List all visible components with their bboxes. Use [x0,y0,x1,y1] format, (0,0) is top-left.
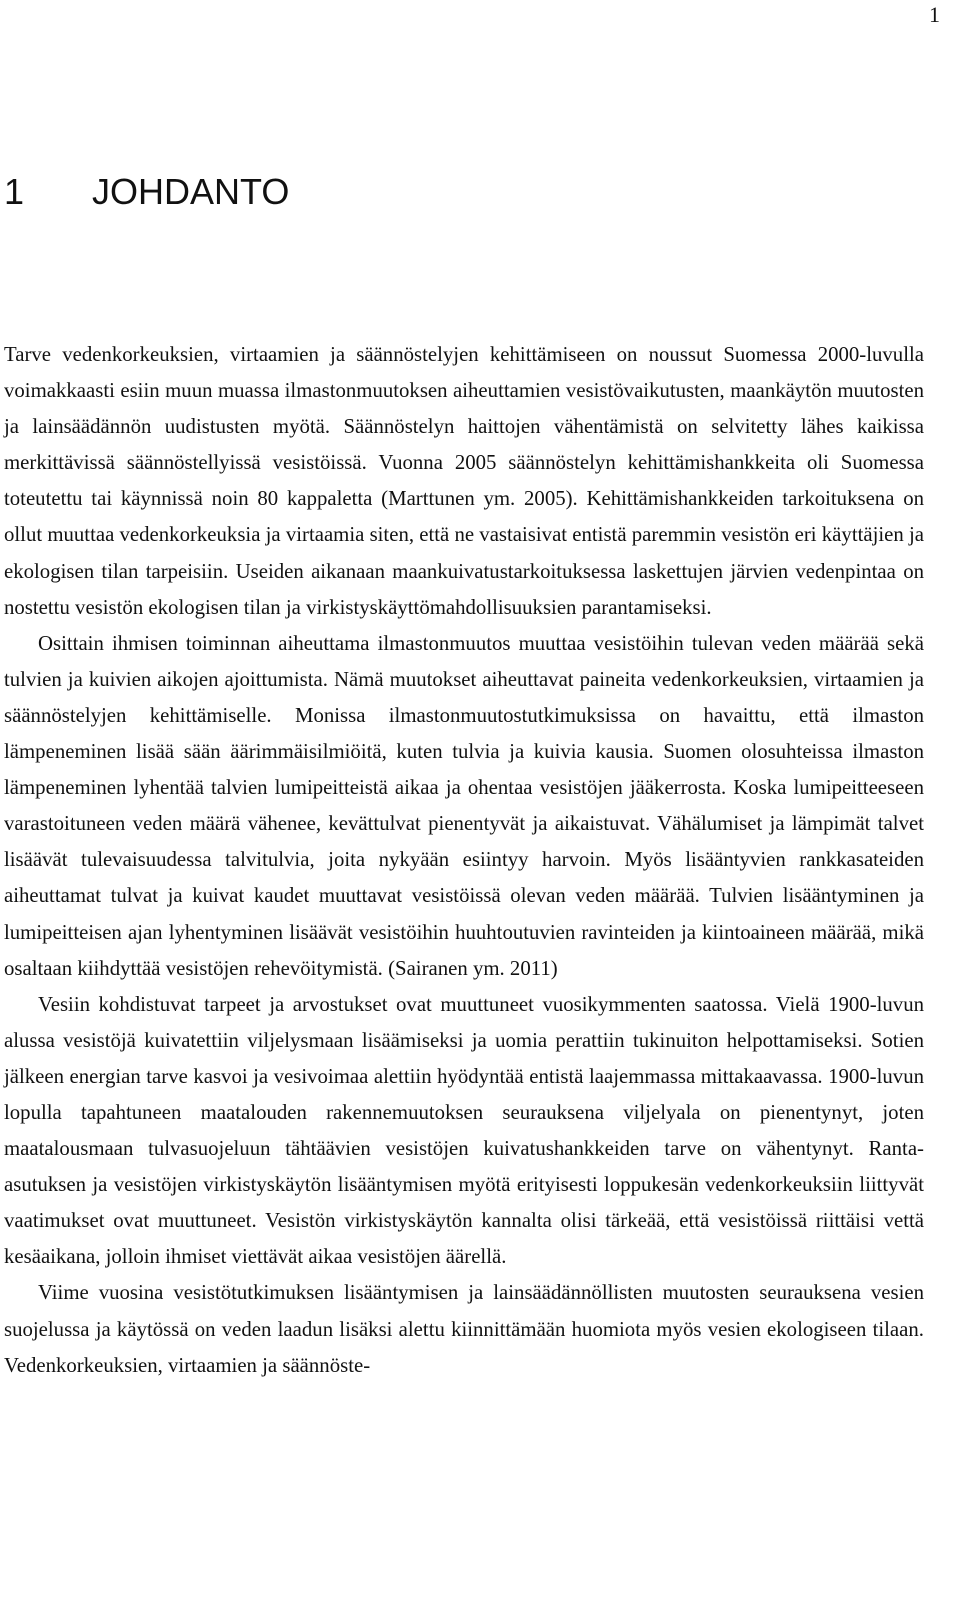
paragraph-2: Osittain ihmisen toiminnan aiheuttama ilmastonmuutos muuttaa vesistöihin tulevan veden määrää sekä tulvien ja kuivien aikojen ajoittumista. Nämä muutokset aiheuttavat paineita vedenkorkeuksien, virtaamien ja säännöstelyjen kehittämiselle. Monissa ilmastonmuutostutkimuksissa on havaittu, että ilmaston lämpeneminen lisää sään äärimmäisilmiöitä, kuten tulvia ja kuivia kausia. Suomen olosuhteissa ilmaston lämpeneminen lyhentää talvien lumipeitteistä aikaa ja ohentaa vesistöjen jääkerrosta. Koska lumipeitteeseen varastoituneen veden määrä vähenee, kevättulvat pienentyvät ja aikaistuvat. Vähälumiset ja lämpimät talvet lisäävät tulevaisuudessa talvitulvia, joita nykyään esiintyy harvoin. Myös lisääntyvien rankkasateiden aiheuttamat tulvat ja kuivat kaudet muuttavat vesistöissä olevan veden määrää. Tulvien lisääntyminen ja lumipeitteisen ajan lyhentyminen lisäävät vesistöihin huuhtoutuvien ravinteiden ja kiintoaineen määrää, mikä osaltaan kiihdyttää vesistöjen rehevöitymistä. (Sairanen ym. 2011) [4,631,924,980]
chapter-number: 1 [4,171,25,212]
chapter-title: JOHDANTO [92,171,290,212]
chapter-heading [4,168,289,216]
page-number: 1 [929,2,940,27]
body-text [4,337,924,1384]
paragraph-1: Tarve vedenkorkeuksien, virtaamien ja säännöstelyjen kehittämiseen on noussut Suomessa 2000-luvulla voimakkaasti esiin muun muassa ilmastonmuutoksen aiheuttamien vesistövaikutusten, maankäytön muutosten ja lainsäädännön uudistusten myötä. Säännöstelyn haittojen vähentämistä on selvitetty lähes kaikissa merkittävissä säännöstellyissä vesistöissä. Vuonna 2005 säännöstelyn kehittämishankkeita oli Suomessa toteutettu tai käynnissä noin 80 kappaletta (Marttunen ym. 2005). Kehittämishankkeiden tarkoituksena on ollut muuttaa vedenkorkeuksia ja virtaamia siten, että ne vastaisivat entistä paremmin vesistön eri käyttäjien ja ekologisen tilan tarpeisiin. Useiden aikanaan maankuivatustarkoituksessa laskettujen järvien vedenpintaa on nostettu vesistön ekologisen tilan ja virkistyskäyttömahdollisuuksien parantamiseksi. [4,343,924,619]
paragraph-4: Viime vuosina vesistötutkimuksen lisääntymisen ja lainsäädännöllisten muutosten seurauksena vesien suojelussa ja käytössä on veden laadun lisäksi alettu kiinnittämään huomiota myös vesien ekologiseen tilaan. Vedenkorkeuksien, virtaamien ja säännöste- [4,1281,924,1377]
paragraph-3: Vesiin kohdistuvat tarpeet ja arvostukset ovat muuttuneet vuosikymmenten saatossa. Vielä 1900-luvun alussa vesistöjä kuivatettiin viljelysmaan lisäämiseksi ja uomia perattiin tukinuiton helpottamiseksi. Sotien jälkeen energian tarve kasvoi ja vesivoimaa alettiin hyödyntää entistä laajemmassa mittakaavassa. 1900-luvun lopulla tapahtuneen maatalouden rakennemuutoksen seurauksena viljelyala on pienentynyt, joten maatalousmaan tulvasuojeluun tähtäävien vesistöjen kuivatushankkeiden tarve on vähentynyt. Ranta-asutuksen ja vesistöjen virkistyskäytön lisääntymisen myötä erityisesti loppukesän vedenkorkeuksiin liittyvät vaatimukset ovat muuttuneet. Vesistön virkistyskäytön kannalta olisi tärkeää, että vesistöissä riittäisi vettä kesäaikana, jolloin ihmiset viettävät aikaa vesistöjen äärellä. [4,992,924,1269]
